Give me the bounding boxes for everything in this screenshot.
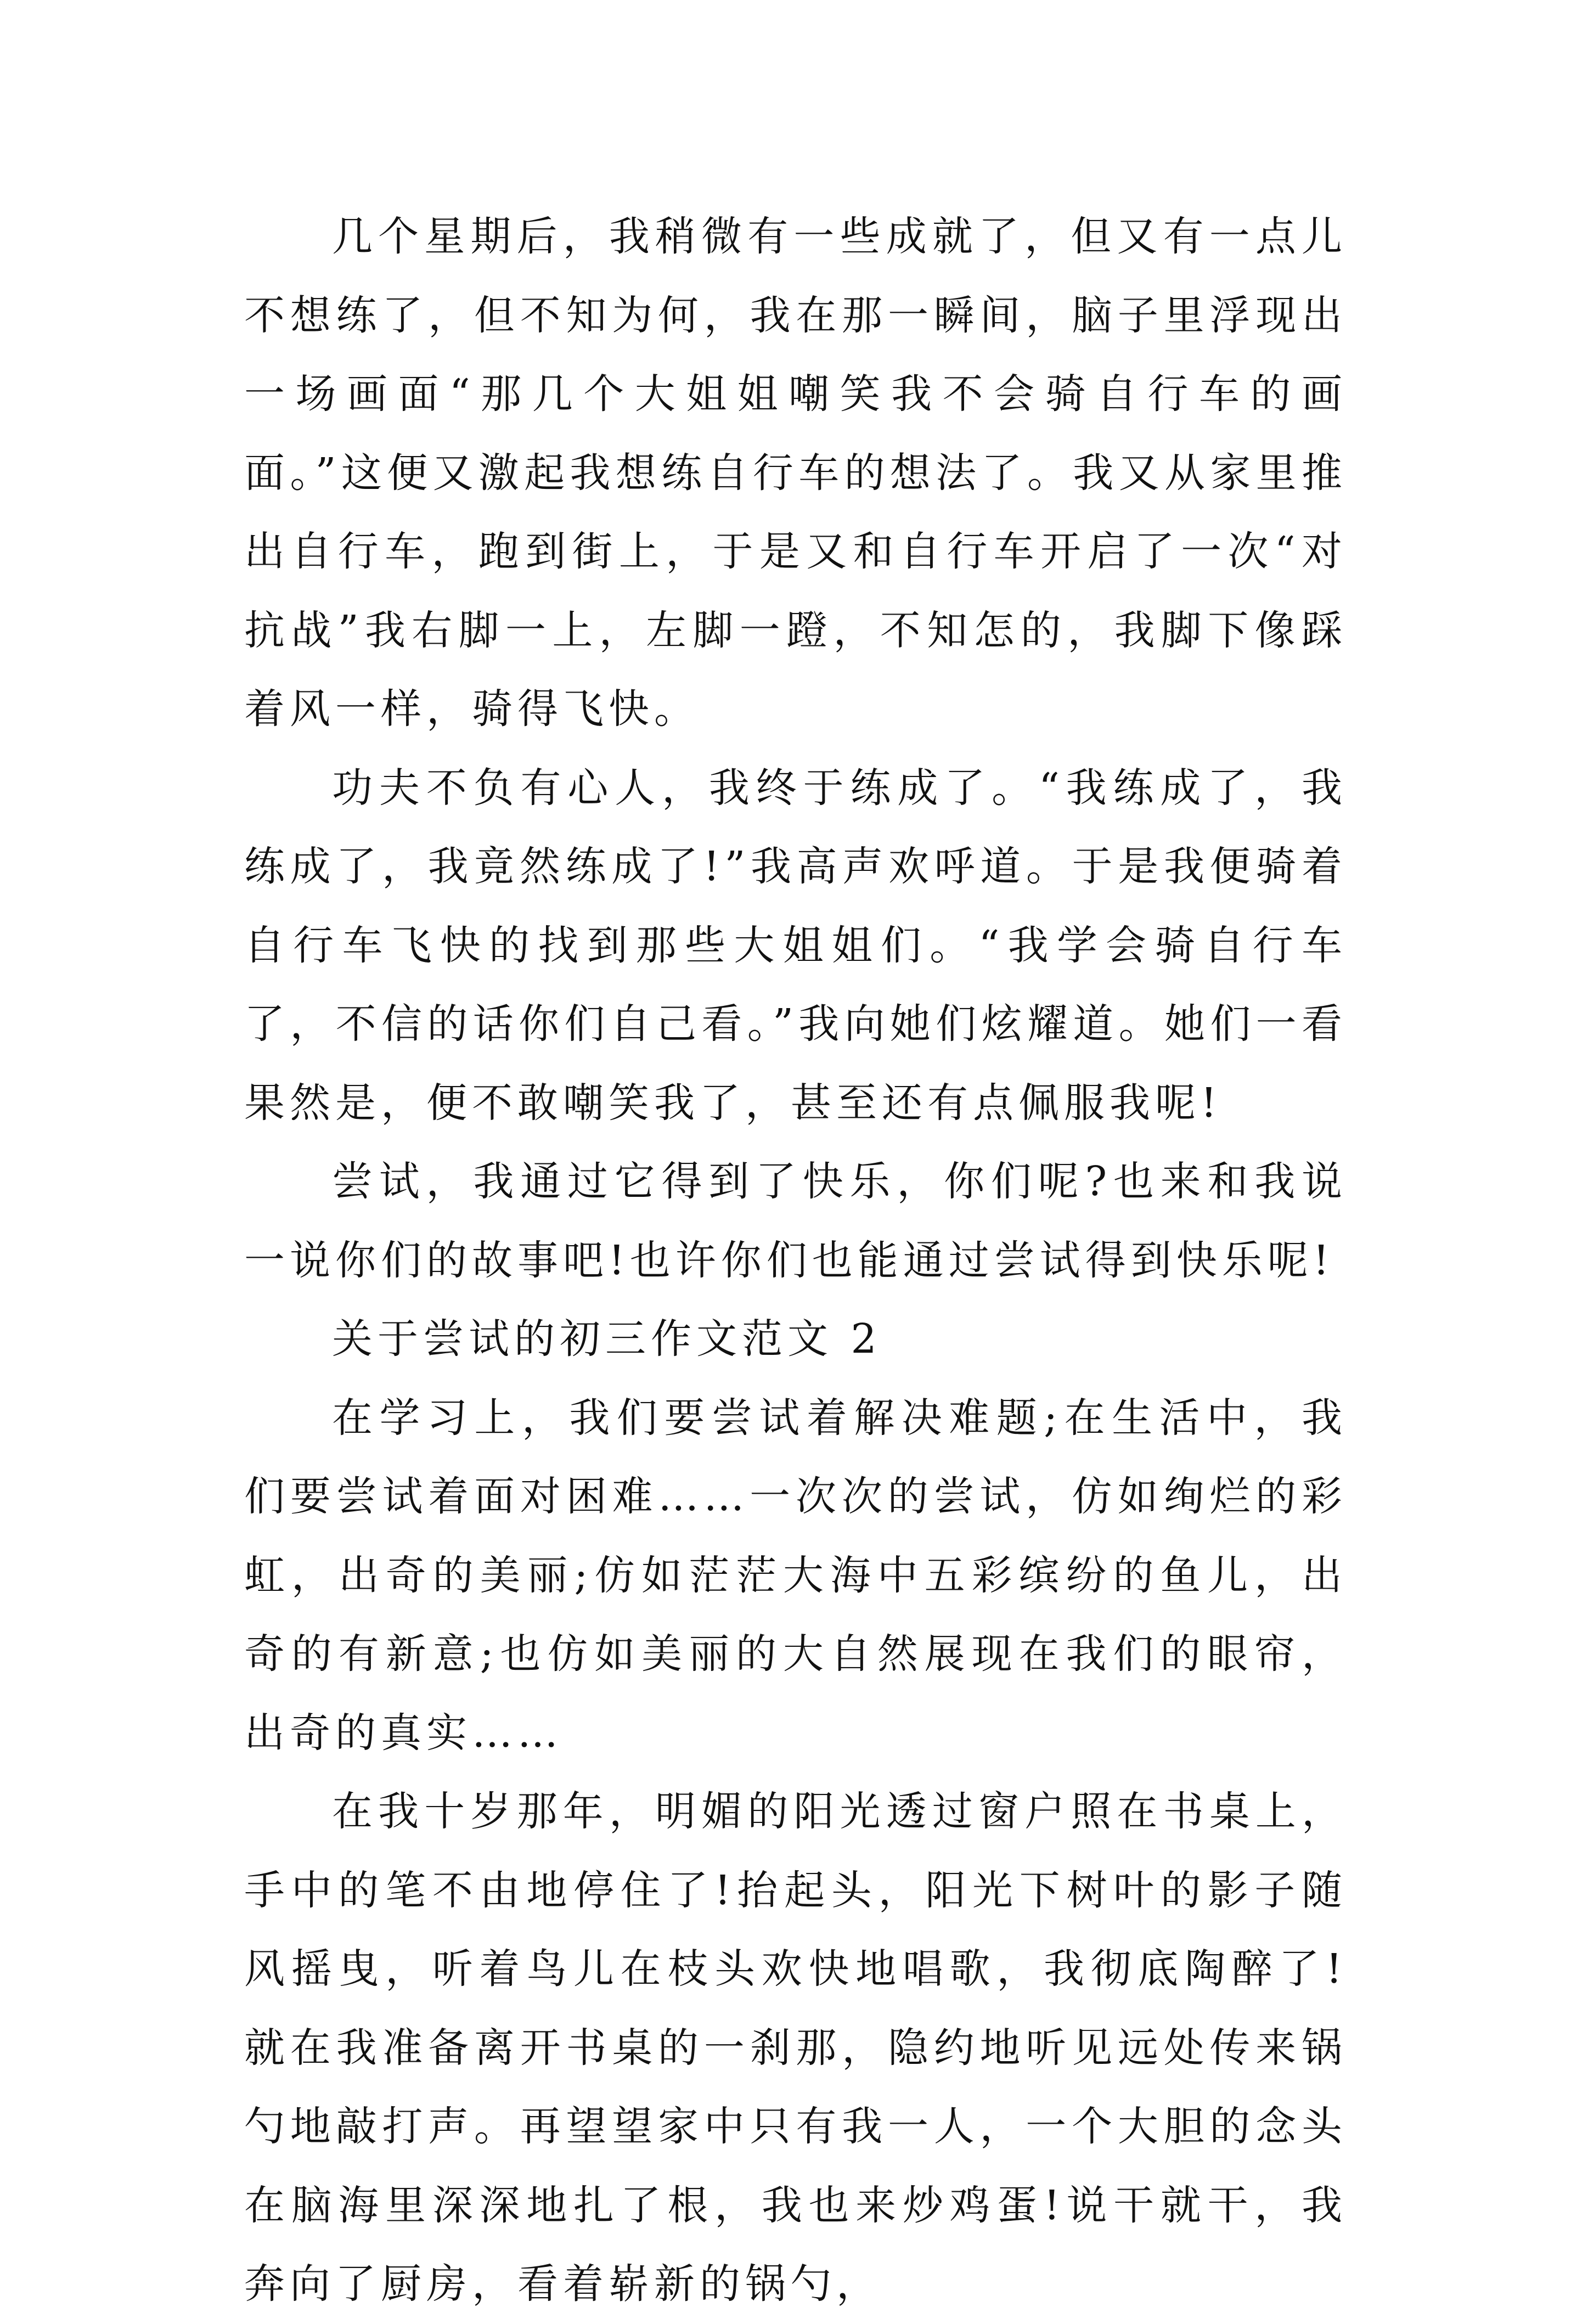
paragraph-1: 几个星期后，我稍微有一些成就了，但又有一点儿不想练了，但不知为何，我在那一瞬间，脑子里浮现出一场画面“那几个大姐姐嘲笑我不会骑自行车的画面。”这便又激起我想练自行车的想法了。我又从家里推出自行车，跑到街上，于是又和自行车开启了一次“对抗战”我右脚一上，左脚一蹬，不知怎的，我脚下像踩着风一样，骑得飞快。 bbox=[244, 213, 1347, 733]
section-title: 关于尝试的初三作文范文 2 bbox=[332, 1315, 882, 1363]
paragraph-2: 功夫不负有心人，我终于练成了。“我练成了，我练成了，我竟然练成了!”我高声欢呼道。于是我便骑着自行车飞快的找到那些大姐姐们。“我学会骑自行车了，不信的话你们自己看。”我向她们炫耀道。她们一看果然是，便不敢嘲笑我了，甚至还有点佩服我呢! bbox=[244, 764, 1347, 1127]
document-body bbox=[244, 198, 1347, 2324]
paragraph-3: 尝试，我通过它得到了快乐，你们呢?也来和我说一说你们的故事吧!也许你们也能通过尝试得到快乐呢! bbox=[244, 1158, 1347, 1284]
paragraph-5: 在我十岁那年，明媚的阳光透过窗户照在书桌上，手中的笔不由地停住了!抬起头，阳光下树叶的影子随风摇曳，听着鸟儿在枝头欢快地唱歌，我彻底陶醉了!就在我准备离开书桌的一刹那，隐约地听见远处传来锅勺地敲打声。再望望家中只有我一人，一个大胆的念头在脑海里深深地扎了根，我也来炒鸡蛋!说干就干，我奔向了厨房，看着崭新的锅勺， bbox=[244, 1788, 1347, 2308]
paragraph-4: 在学习上，我们要尝试着解决难题;在生活中，我们要尝试着面对困难……一次次的尝试，仿如绚烂的彩虹，出奇的美丽;仿如茫茫大海中五彩缤纷的鱼儿，出奇的有新意;也仿如美丽的大自然展现在我们的眼帘，出奇的真实…… bbox=[244, 1394, 1347, 1757]
